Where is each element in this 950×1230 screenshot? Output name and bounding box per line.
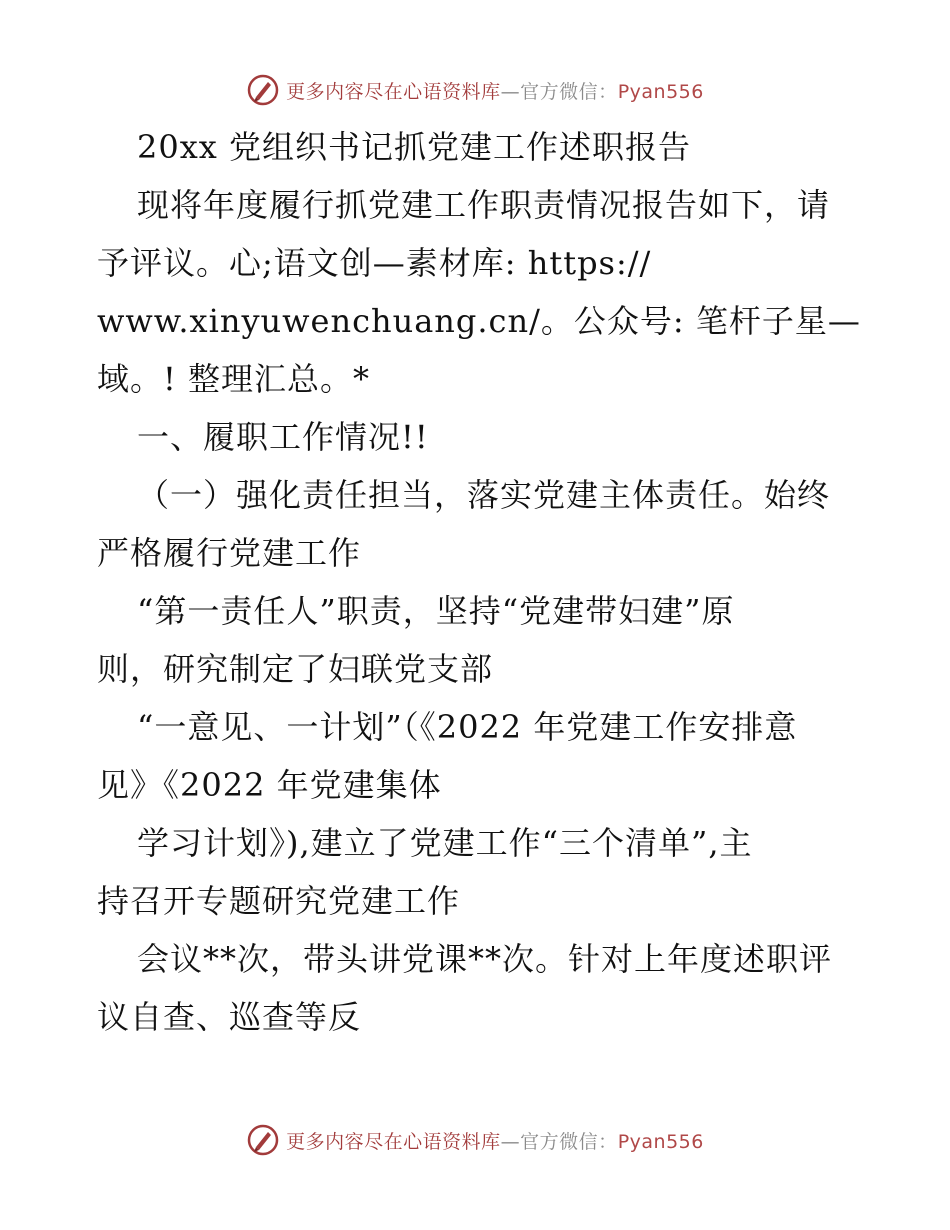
doc-line: （一）强化责任担当，落实党建主体责任。始终 [137, 476, 831, 514]
doc-line: 则，研究制定了妇联党支部 [97, 650, 494, 688]
watermark-id-text: Pyan556 [617, 80, 704, 103]
doc-line: 域。! 整理汇总。* [97, 360, 371, 398]
doc-line: “一意见、一计划”（《2022 年党建工作安排意 [137, 708, 798, 746]
pen-logo-icon [246, 1123, 280, 1157]
doc-line: 予评议。心;语文创—素材库: https:// [97, 244, 652, 282]
watermark-id-text: Pyan556 [617, 1130, 704, 1153]
doc-line: www.xinyuwenchuang.cn/。公众号: 笔杆子星— [97, 302, 861, 340]
doc-line: 持召开专题研究党建工作 [97, 882, 461, 920]
watermark-separator-text: —官方微信： [500, 80, 618, 103]
section-heading: 一、履职工作情况!! [137, 418, 429, 456]
watermark-separator-text: —官方微信： [500, 1130, 618, 1153]
document-body [97, 118, 861, 1046]
doc-line: 严格履行党建工作 [97, 534, 362, 572]
pen-logo-icon [246, 73, 280, 107]
doc-line: “第一责任人”职责，坚持“党建带妇建”原 [137, 592, 735, 630]
doc-line: 议自查、巡查等反 [97, 998, 362, 1036]
doc-line: 见》《2022 年党建集体 [97, 766, 442, 804]
doc-line: 会议**次，带头讲党课**次。针对上年度述职评 [137, 940, 833, 978]
watermark-text [286, 1127, 704, 1154]
header-watermark [0, 70, 950, 110]
footer-watermark [0, 1120, 950, 1160]
watermark-main-text: 更多内容尽在心语资料库 [286, 1130, 501, 1153]
watermark-main-text: 更多内容尽在心语资料库 [286, 80, 501, 103]
watermark-text [286, 77, 704, 104]
doc-title: 20xx 党组织书记抓党建工作述职报告 [137, 128, 691, 166]
doc-line: 现将年度履行抓党建工作职责情况报告如下，请 [137, 186, 831, 224]
doc-line: 学习计划》),建立了党建工作“三个清单”,主 [137, 824, 753, 862]
